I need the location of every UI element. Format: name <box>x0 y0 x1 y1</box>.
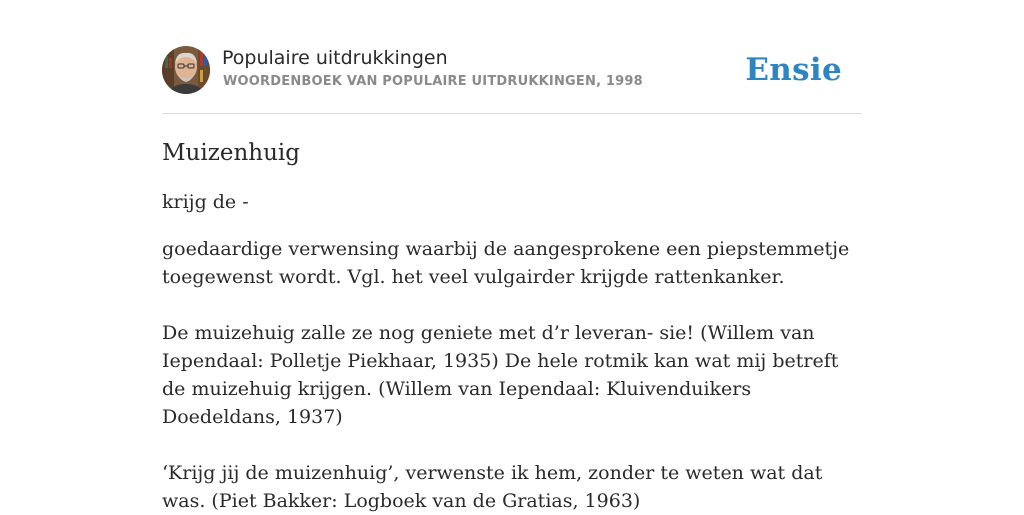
entry-header <box>162 46 862 96</box>
header-divider <box>162 113 862 114</box>
entry-definition: goedaardige verwensing waarbij de aangesprokene een piepstemmetje toegewenst wordt. Vgl. het veel vulgairder krijgde rattenkanker. <box>162 238 850 288</box>
entry-lemma: krijg de - <box>162 191 249 213</box>
entry-body <box>162 188 862 515</box>
ensie-logo[interactable]: Ensie <box>745 52 842 88</box>
author-portrait-icon <box>162 46 210 94</box>
source-subtitle[interactable]: WOORDENBOEK VAN POPULAIRE UITDRUKKINGEN, 1998 <box>223 74 643 89</box>
entry-quote: De muizehuig zalle ze nog geniete met d’r leveran- sie! (Willem van Iependaal: Polletje Piekhaar, 1935) De hele rotmik kan wat mij betreft de muizehuig krijgen. (Willem van Iependaal: Kluivenduikers Doedeldans, 1937) <box>162 322 839 428</box>
entry-card <box>162 46 862 512</box>
entry-title: Muizenhuig <box>162 140 300 166</box>
source-title[interactable]: Populaire uitdrukkingen <box>222 47 448 69</box>
entry-quote: ‘Krijg jij de muizenhuig’, verwenste ik hem, zonder te weten wat dat was. (Piet Bakker: Logboek van de Gratias, 1963) <box>162 462 823 512</box>
author-avatar[interactable] <box>162 46 210 94</box>
